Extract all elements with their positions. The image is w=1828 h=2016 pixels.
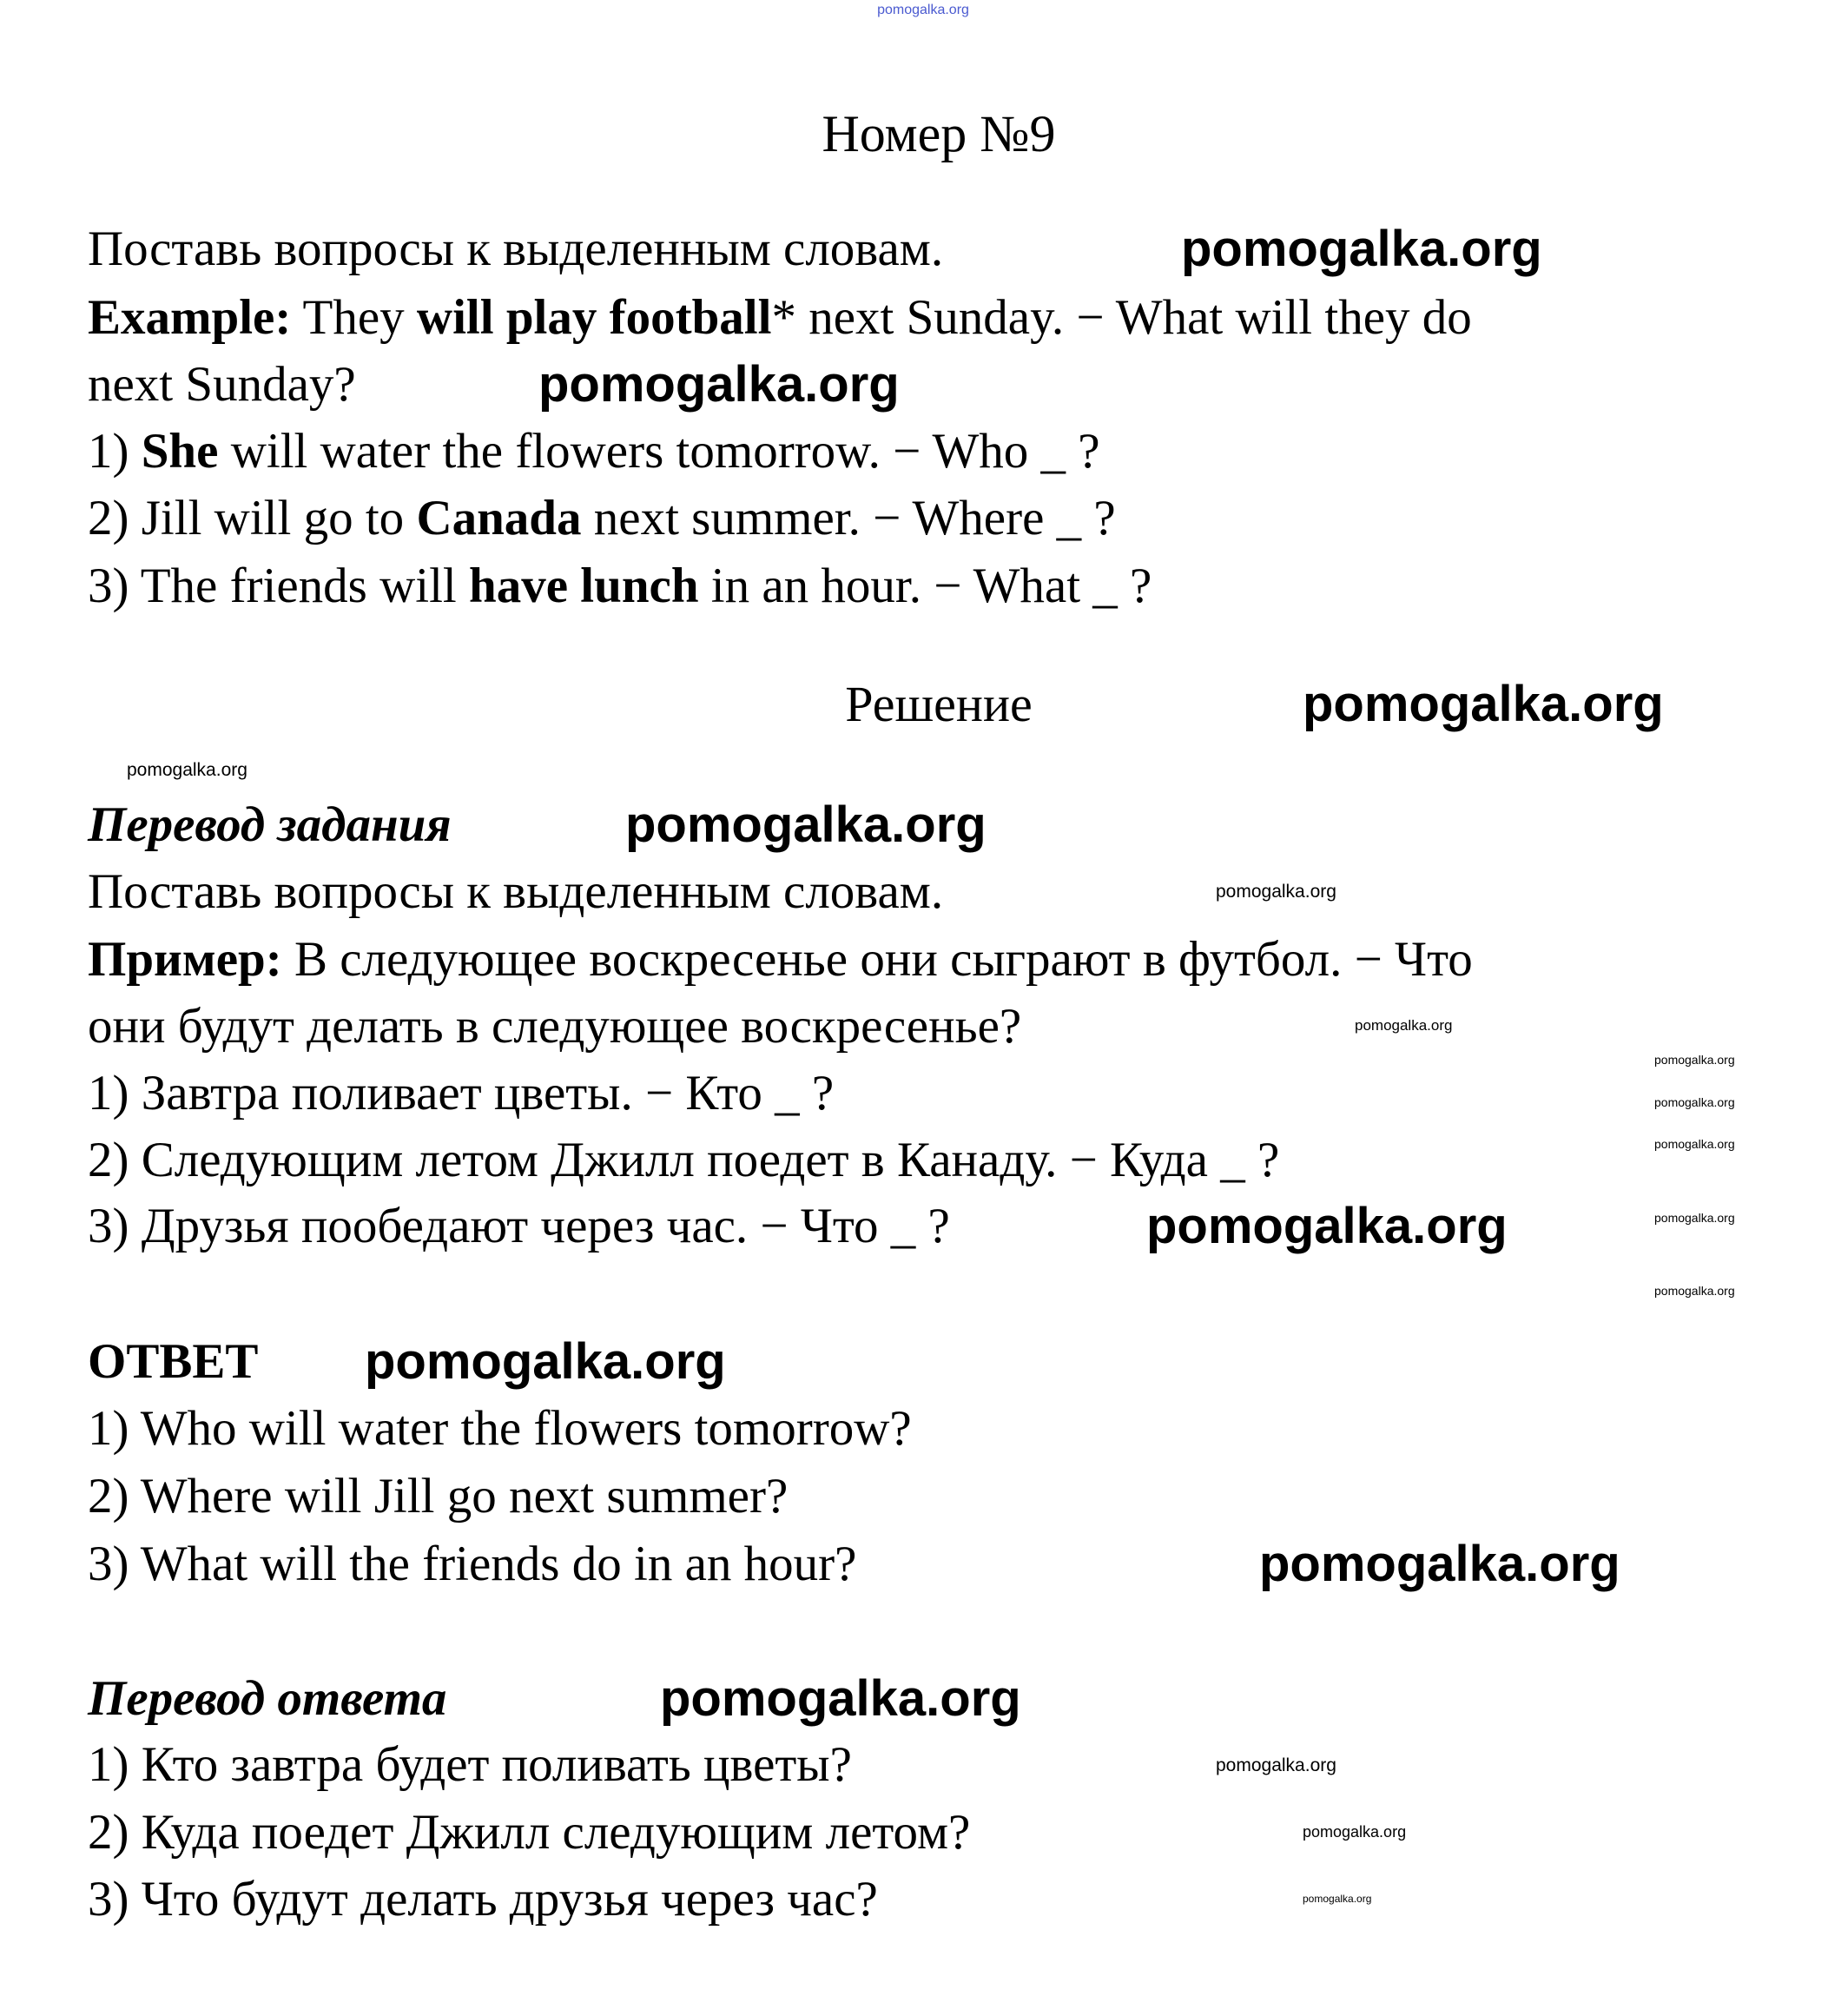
watermark: pomogalka.org <box>538 356 900 413</box>
watermark-small: pomogalka.org <box>1303 1823 1407 1841</box>
translation-line <box>88 993 1021 1061</box>
task-line <box>88 418 1100 486</box>
highlighted-text: Canada <box>416 491 582 545</box>
translation-line <box>88 1193 950 1260</box>
text-segment: Поставь вопросы к выделенным словам. <box>88 864 944 919</box>
text-segment: next Sunday? <box>88 357 356 412</box>
watermark: pomogalka.org <box>660 1670 1021 1727</box>
task-line <box>88 351 356 419</box>
text-segment: В следующее воскресенье они сыграют в футбол. − Что <box>281 932 1473 987</box>
text-segment: 2) Следующим летом Джилл поедет в Канаду. − Куда _ ? <box>88 1133 1280 1187</box>
text-segment: 3) What will the friends do in an hour? <box>88 1537 857 1591</box>
page-title: Номер №9 <box>822 105 1056 162</box>
answer-heading: ОТВЕТ <box>88 1334 259 1389</box>
text-segment: next summer. − Where _ ? <box>581 491 1116 545</box>
watermark-small: pomogalka.org <box>1216 882 1336 902</box>
text-segment: will water the flowers tomorrow. − Who _ ? <box>218 424 1100 479</box>
answer-translation-line <box>88 1799 970 1867</box>
text-segment: They <box>291 290 417 345</box>
answer-translation-line <box>88 1731 852 1799</box>
watermark-tiny: pomogalka.org <box>1654 1137 1735 1151</box>
watermark: pomogalka.org <box>1303 676 1664 732</box>
text-segment: 2) Куда поедет Джилл следующим летом? <box>88 1805 971 1860</box>
watermark-tiny: pomogalka.org <box>1303 1893 1372 1905</box>
text-segment: 1) Завтра поливает цветы. − Кто _ ? <box>88 1066 835 1120</box>
text-segment: 3) Что будут делать друзья через час? <box>88 1872 878 1927</box>
text-segment: * next Sunday. − What will they do <box>771 290 1472 345</box>
highlighted-text: have lunch <box>469 559 699 613</box>
text-segment: они будут делать в следующее воскресенье? <box>88 999 1022 1054</box>
answer-line <box>88 1530 856 1598</box>
highlighted-text: Example: <box>88 290 292 345</box>
watermark-tiny: pomogalka.org <box>1654 1095 1735 1109</box>
answer-translation-heading: Перевод ответа <box>88 1671 447 1726</box>
watermark: pomogalka.org <box>365 1333 726 1390</box>
text-segment: 2) Where will Jill go next summer? <box>88 1469 789 1524</box>
highlighted-text: Пример: <box>88 932 282 987</box>
watermark-tiny: pomogalka.org <box>1654 1211 1735 1225</box>
translation-line <box>88 1060 834 1127</box>
answer-line <box>88 1463 788 1530</box>
translation-line <box>88 1127 1279 1194</box>
watermark-top[interactable]: pomogalka.org <box>877 3 969 17</box>
text-segment: 3) The friends will <box>88 559 470 613</box>
text-segment: Поставь вопросы к выделенным словам. <box>88 221 944 276</box>
task-line <box>88 215 943 283</box>
text-segment: in an hour. − What _ ? <box>698 559 1152 613</box>
text-segment: 3) Друзья пообедают через час. − Что _ ? <box>88 1199 950 1253</box>
answer-translation-line <box>88 1866 878 1933</box>
task-translation-heading: Перевод задания <box>88 797 452 852</box>
watermark: pomogalka.org <box>1259 1536 1620 1592</box>
task-line <box>88 485 1116 552</box>
task-line <box>88 284 1472 352</box>
watermark: pomogalka.org <box>1146 1198 1508 1254</box>
text-segment: 1) Who will water the flowers tomorrow? <box>88 1401 912 1456</box>
watermark-tiny: pomogalka.org <box>1654 1284 1735 1298</box>
translation-line <box>88 858 943 926</box>
watermark: pomogalka.org <box>1181 221 1542 277</box>
answer-line <box>88 1395 912 1463</box>
watermark: pomogalka.org <box>625 796 987 853</box>
watermark-small: pomogalka.org <box>1355 1017 1453 1034</box>
watermark-small: pomogalka.org <box>1216 1755 1336 1775</box>
text-segment: 1) <box>88 424 142 479</box>
task-line <box>88 552 1152 620</box>
watermark-tiny: pomogalka.org <box>1654 1053 1735 1067</box>
text-segment: 1) Кто завтра будет поливать цветы? <box>88 1737 852 1792</box>
translation-line <box>88 926 1473 994</box>
highlighted-text: will play football <box>416 290 772 345</box>
solution-heading: Решение <box>845 676 1033 732</box>
text-segment: 2) Jill will go to <box>88 491 417 545</box>
watermark-small: pomogalka.org <box>127 760 247 780</box>
highlighted-text: She <box>141 424 219 479</box>
